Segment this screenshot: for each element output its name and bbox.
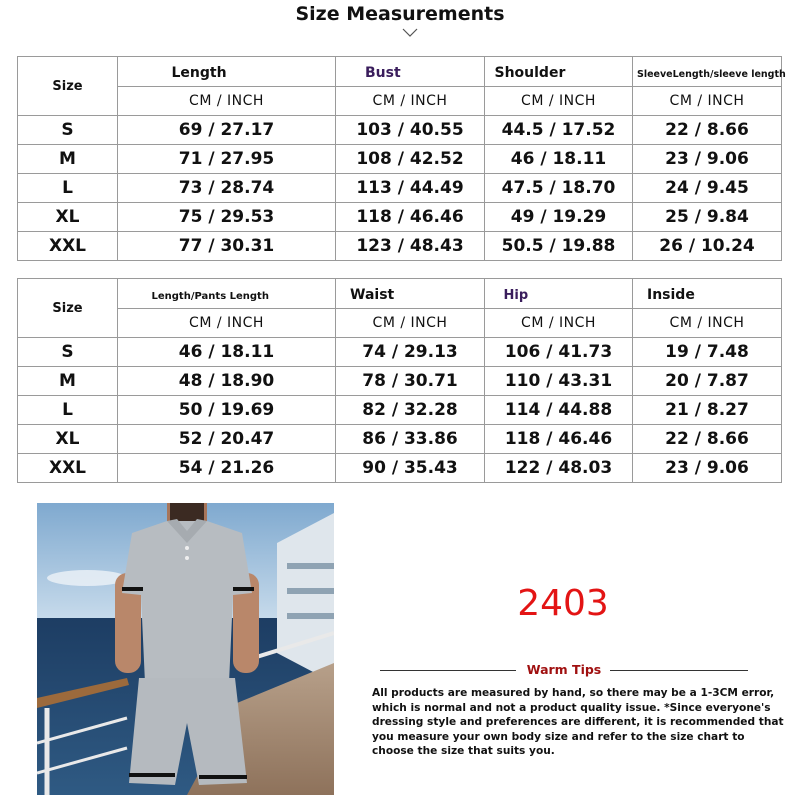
value-cell: 90 / 35.43: [336, 454, 485, 483]
column-header-waist: Waist: [336, 279, 485, 309]
column-header-pants-length: Length/Pants Length: [118, 279, 336, 309]
unit-label: CM / INCH: [118, 309, 336, 338]
size-cell: XXL: [18, 232, 118, 261]
value-cell: 73 / 28.74: [118, 174, 336, 203]
value-cell: 25 / 9.84: [633, 203, 782, 232]
value-cell: 49 / 19.29: [485, 203, 633, 232]
value-cell: 24 / 9.45: [633, 174, 782, 203]
unit-label: CM / INCH: [633, 87, 782, 116]
value-cell: 21 / 8.27: [633, 396, 782, 425]
value-cell: 19 / 7.48: [633, 338, 782, 367]
table-row: [18, 232, 782, 261]
table-row: [18, 116, 782, 145]
table-row: [18, 367, 782, 396]
value-cell: 26 / 10.24: [633, 232, 782, 261]
value-cell: 103 / 40.55: [336, 116, 485, 145]
value-cell: 118 / 46.46: [485, 425, 633, 454]
table-row: [18, 203, 782, 232]
size-cell: M: [18, 367, 118, 396]
value-cell: 52 / 20.47: [118, 425, 336, 454]
value-cell: 113 / 44.49: [336, 174, 485, 203]
table-row: [18, 145, 782, 174]
column-header-bust: Bust: [336, 57, 485, 87]
value-cell: 54 / 21.26: [118, 454, 336, 483]
pants-size-table: [17, 278, 782, 483]
page-title: Size Measurements: [295, 3, 505, 25]
column-header-inside: Inside: [633, 279, 782, 309]
table-row: [18, 174, 782, 203]
column-header-shoulder: Shoulder: [485, 57, 633, 87]
value-cell: 86 / 33.86: [336, 425, 485, 454]
warm-tips-text: All products are measured by hand, so there may be a 1-3CM error, which is normal and not a product quality issue. *Since everyone's dressing style and preferences are different, it is recommended that you measure your own body size and refer to the size chart to choose the size that suits you.: [372, 687, 784, 757]
size-cell: L: [18, 174, 118, 203]
size-cell: S: [18, 116, 118, 145]
size-cell: XXL: [18, 454, 118, 483]
size-cell: S: [18, 338, 118, 367]
table-row: [18, 338, 782, 367]
value-cell: 118 / 46.46: [336, 203, 485, 232]
value-cell: 46 / 18.11: [118, 338, 336, 367]
size-header: Size: [18, 57, 118, 116]
value-cell: 110 / 43.31: [485, 367, 633, 396]
product-photo: [37, 503, 334, 795]
value-cell: 20 / 7.87: [633, 367, 782, 396]
table-row: [18, 454, 782, 483]
column-header-hip: Hip: [485, 279, 633, 309]
value-cell: 122 / 48.03: [485, 454, 633, 483]
size-cell: L: [18, 396, 118, 425]
column-header-sleeve: SleeveLength/sleeve length: [633, 57, 782, 87]
warm-tips-header: [378, 660, 750, 680]
value-cell: 123 / 48.43: [336, 232, 485, 261]
value-cell: 82 / 32.28: [336, 396, 485, 425]
value-cell: 48 / 18.90: [118, 367, 336, 396]
value-cell: 23 / 9.06: [633, 454, 782, 483]
value-cell: 50 / 19.69: [118, 396, 336, 425]
value-cell: 22 / 8.66: [633, 425, 782, 454]
table-row: [18, 396, 782, 425]
unit-label: CM / INCH: [336, 309, 485, 338]
size-cell: M: [18, 145, 118, 174]
warm-tips-label: Warm Tips: [526, 662, 602, 677]
product-code: 2403: [517, 583, 609, 624]
unit-label: CM / INCH: [485, 309, 633, 338]
unit-label: CM / INCH: [633, 309, 782, 338]
value-cell: 47.5 / 18.70: [485, 174, 633, 203]
size-cell: XL: [18, 203, 118, 232]
value-cell: 74 / 29.13: [336, 338, 485, 367]
value-cell: 46 / 18.11: [485, 145, 633, 174]
size-header: Size: [18, 279, 118, 338]
value-cell: 114 / 44.88: [485, 396, 633, 425]
value-cell: 77 / 30.31: [118, 232, 336, 261]
size-cell: XL: [18, 425, 118, 454]
value-cell: 106 / 41.73: [485, 338, 633, 367]
value-cell: 69 / 27.17: [118, 116, 336, 145]
value-cell: 71 / 27.95: [118, 145, 336, 174]
value-cell: 78 / 30.71: [336, 367, 485, 396]
value-cell: 50.5 / 19.88: [485, 232, 633, 261]
value-cell: 22 / 8.66: [633, 116, 782, 145]
unit-label: CM / INCH: [485, 87, 633, 116]
unit-label: CM / INCH: [118, 87, 336, 116]
tops-size-table: [17, 56, 786, 261]
table-row: [18, 425, 782, 454]
divider: [610, 670, 748, 671]
column-header-length: Length: [118, 57, 336, 87]
chevron-down-icon: [402, 28, 418, 38]
value-cell: 108 / 42.52: [336, 145, 485, 174]
unit-label: CM / INCH: [336, 87, 485, 116]
value-cell: 75 / 29.53: [118, 203, 336, 232]
value-cell: 23 / 9.06: [633, 145, 782, 174]
value-cell: 44.5 / 17.52: [485, 116, 633, 145]
divider: [380, 670, 516, 671]
